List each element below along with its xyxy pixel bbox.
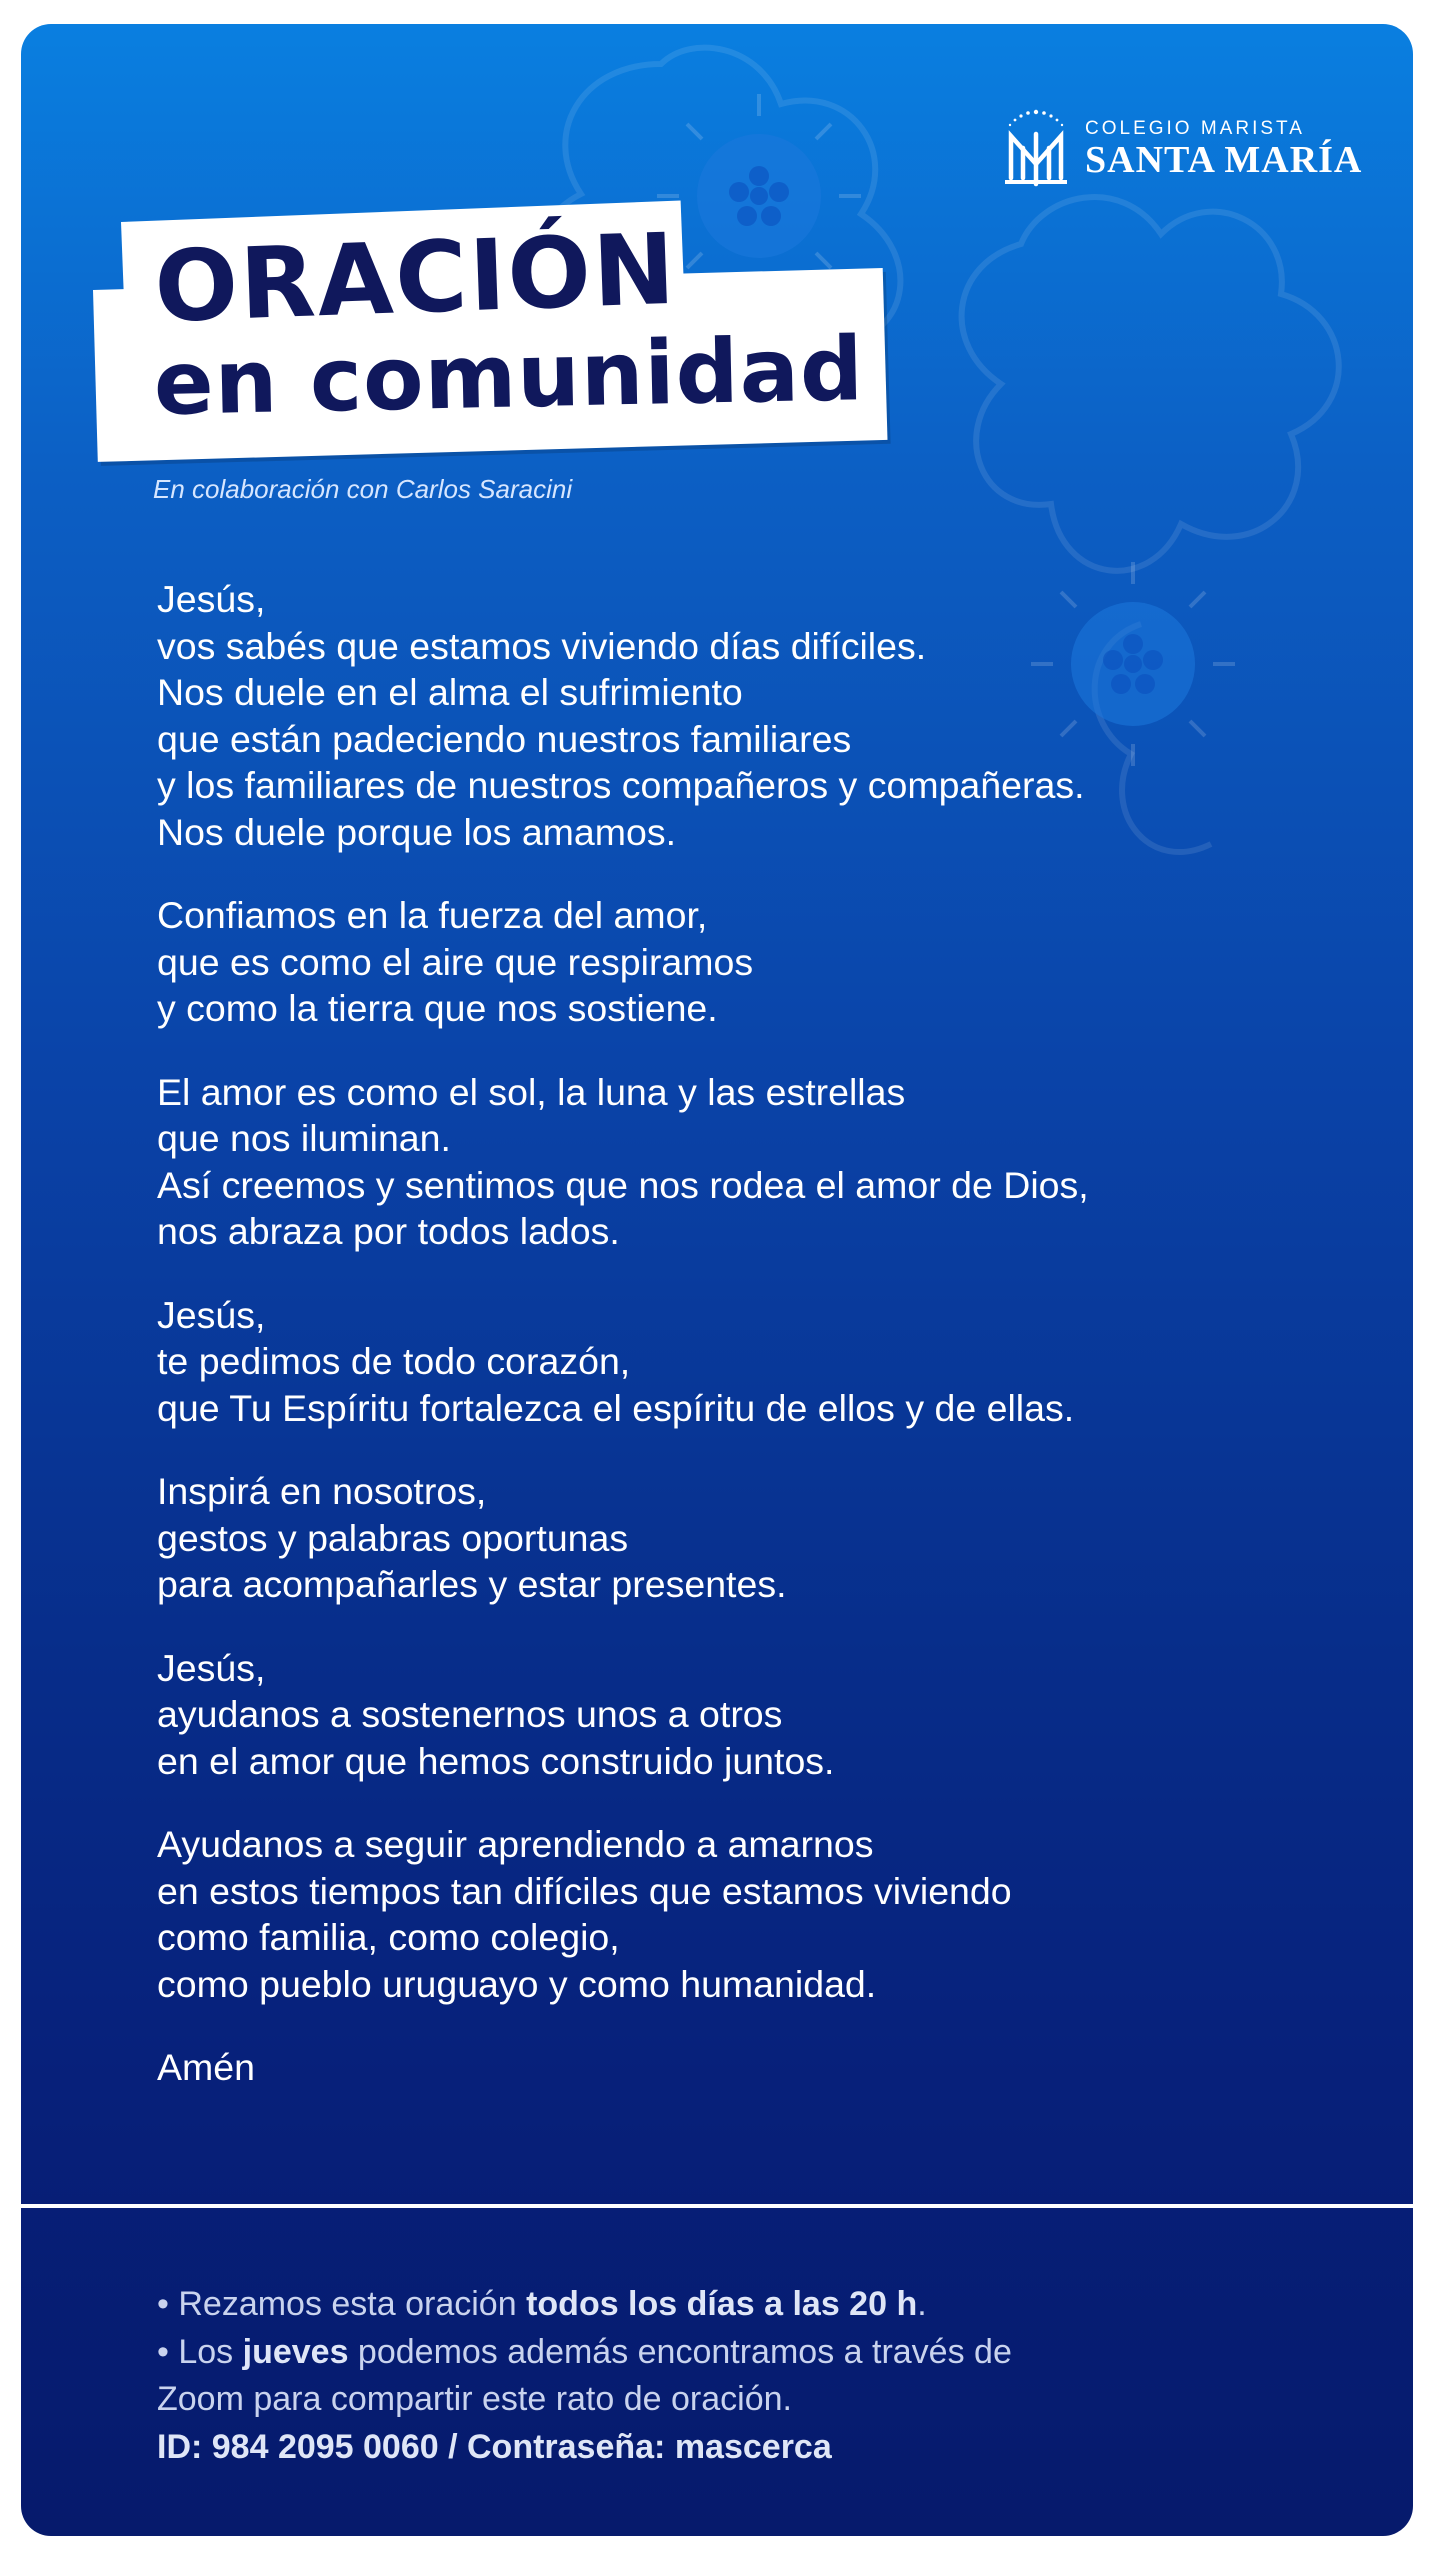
collaboration-credit: En colaboración con Carlos Saracini xyxy=(153,474,573,504)
prayer-text xyxy=(157,576,1387,2128)
prayer-line: Inspirá en nosotros, xyxy=(157,1470,487,1512)
prayer-line: ayudanos a sostenernos unos a otros xyxy=(157,1693,783,1735)
prayer-line: Confiamos en la fuerza del amor, xyxy=(157,894,708,936)
prayer-line: que es como el aire que respiramos xyxy=(157,940,754,983)
info-line-thursday: • Los jueves podemos además encontramos a través de xyxy=(157,2332,1012,2371)
school-logo xyxy=(1001,96,1381,196)
page-title-line1: ORACIÓN xyxy=(152,212,679,345)
logo-text-school-name: SANTA MARÍA xyxy=(1085,139,1363,181)
prayer-line: como familia, como colegio, xyxy=(157,1916,620,1958)
footer-divider xyxy=(21,2204,1413,2208)
prayer-stanza xyxy=(157,1468,1387,1608)
prayer-line: El amor es como el sol, la luna y las estrellas xyxy=(157,1070,906,1113)
info-line-zoom: Zoom para compartir este rato de oración. xyxy=(157,2380,792,2418)
prayer-line: Jesús, xyxy=(157,1293,266,1336)
prayer-line: en el amor que hemos construido juntos. xyxy=(157,1739,835,1782)
prayer-line: Nos duele porque los amamos. xyxy=(157,810,677,853)
prayer-stanza xyxy=(157,576,1387,855)
prayer-line: Nos duele en el alma el sufrimiento xyxy=(157,671,743,713)
prayer-line: Así creemos y sentimos que nos rodea el amor de Dios, xyxy=(157,1163,1089,1206)
prayer-line: como pueblo uruguayo y como humanidad. xyxy=(157,1962,877,2005)
prayer-stanza xyxy=(157,1821,1387,2007)
marist-monogram-icon xyxy=(1001,104,1071,188)
zoom-credentials: ID: 984 2095 0060 / Contraseña: mascerca xyxy=(157,2427,832,2466)
prayer-line: gestos y palabras oportunas xyxy=(157,1516,629,1559)
prayer-stanza xyxy=(157,1292,1387,1432)
prayer-stanza xyxy=(157,1645,1387,1785)
page-title-line2: en comunidad xyxy=(152,317,865,435)
logo-text-colegio: COLEGIO MARISTA xyxy=(1085,118,1305,139)
prayer-line: que están padeciendo nuestros familiares xyxy=(157,717,852,760)
prayer-card xyxy=(21,24,1413,2536)
prayer-stanza xyxy=(157,2044,1387,2091)
prayer-line: y como la tierra que nos sostiene. xyxy=(157,987,718,1029)
prayer-line: Ayudanos a seguir aprendiendo a amarnos xyxy=(157,1823,874,1865)
prayer-line: nos abraza por todos lados. xyxy=(157,1210,620,1252)
prayer-stanza xyxy=(157,892,1387,1032)
prayer-line: que nos iluminan. xyxy=(157,1117,451,1159)
prayer-stanza xyxy=(157,1069,1387,1255)
prayer-line: vos sabés que estamos viviendo días difíciles. xyxy=(157,624,927,667)
prayer-line: Jesús, xyxy=(157,1646,266,1689)
prayer-line: en estos tiempos tan difíciles que estamos viviendo xyxy=(157,1869,1012,1912)
thursday-label: jueves xyxy=(242,2332,349,2371)
schedule-info xyxy=(157,2281,1357,2471)
prayer-line: para acompañarles y estar presentes. xyxy=(157,1563,787,1605)
prayer-line: Amén xyxy=(157,2046,255,2088)
daily-time: todos los días a las 20 h xyxy=(526,2285,918,2323)
prayer-line: Jesús, xyxy=(157,578,266,620)
prayer-line: te pedimos de todo corazón, xyxy=(157,1340,631,1382)
prayer-line: que Tu Espíritu fortalezca el espíritu de ellos y de ellas. xyxy=(157,1386,1075,1429)
info-line-daily: • Rezamos esta oración todos los días a las 20 h. xyxy=(157,2285,927,2323)
prayer-line: y los familiares de nuestros compañeros y compañeras. xyxy=(157,764,1085,806)
